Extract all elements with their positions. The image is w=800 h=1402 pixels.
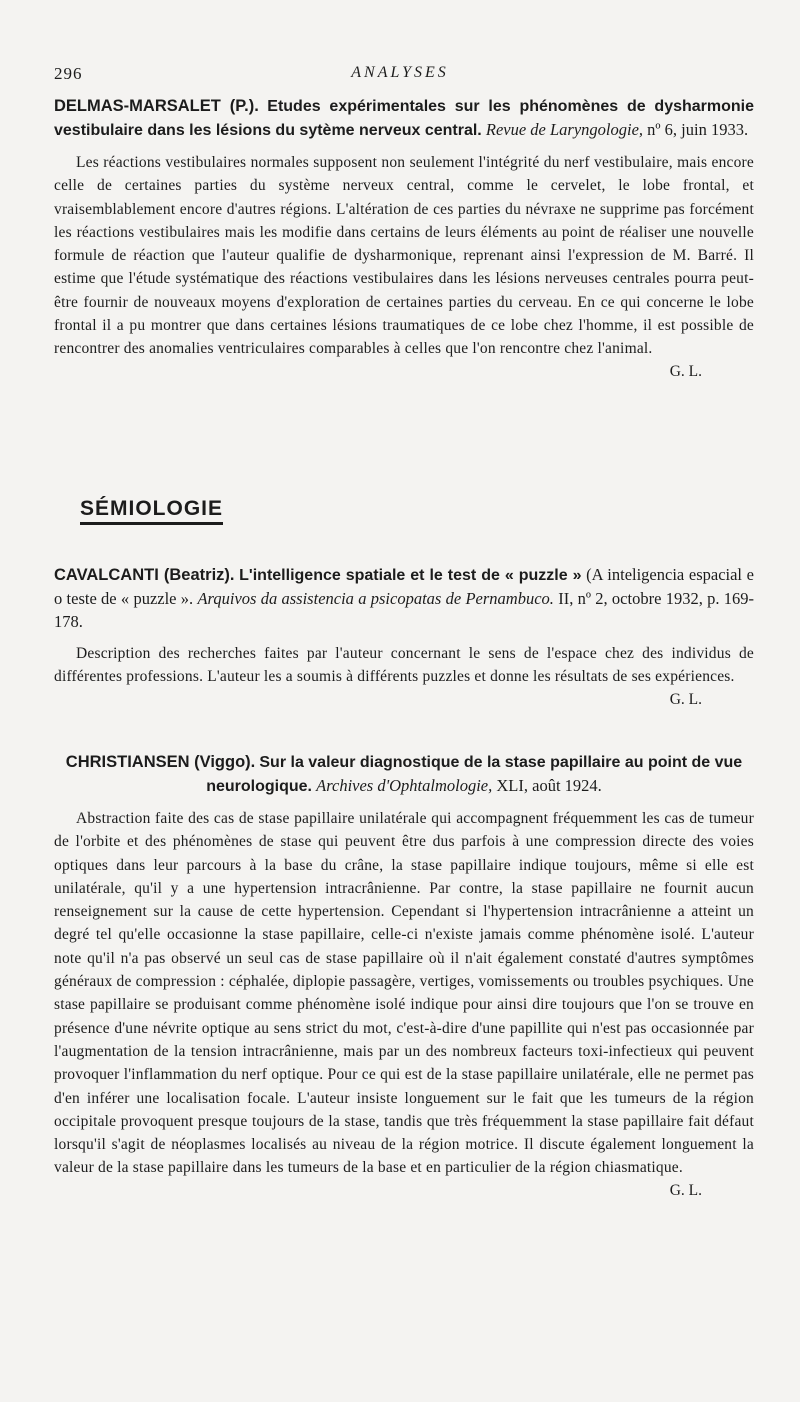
entry-author: DELMAS-MARSALET (P.). bbox=[54, 97, 259, 115]
entry-journal: Revue de Laryngologie, bbox=[485, 120, 644, 139]
entry-title: Sur la valeur diagnostique de la stase papillaire au point de vue neurologique. bbox=[206, 754, 743, 795]
entry-journal: Arquivos da assistencia a psicopatas de Pernambuco. bbox=[197, 589, 554, 608]
entry-signature: G. L. bbox=[669, 362, 702, 380]
review-entry bbox=[54, 94, 754, 383]
entry-author: CAVALCANTI (Beatriz). bbox=[54, 566, 235, 584]
entry-citation: II, nº 2, octobre 1932, p. 169-178. bbox=[54, 589, 755, 631]
review-entry bbox=[54, 750, 754, 1202]
entry-citation-original: (A inteligencia espacial e o teste de « puzzle ». bbox=[54, 565, 754, 608]
entry-heading bbox=[54, 563, 754, 633]
section-heading: SÉMIOLOGIE bbox=[80, 497, 223, 525]
page-header bbox=[54, 64, 746, 86]
entry-heading bbox=[54, 94, 754, 142]
entry-title: Etudes expérimentales sur les phénomènes de dysharmonie vestibulaire dans les lésions du sytème nerveux central. bbox=[54, 98, 754, 139]
entry-citation: XLI, août 1924. bbox=[496, 776, 602, 795]
entry-body: Abstraction faite des cas de stase papillaire unilatérale qui accompagnent fréquemment les cas de tumeur de l'orbite et des phénomènes de stase qui peuvent être dus parfois à une compression directe des voies optiques dans leur parcours à la base du crâne, la stase papillaire indique toujours, même si elle est unilatérale, qu'il y a une hypertension intracrânienne. Par contre, la stase papillaire ne fournit aucun renseignement sur la cause de cette hypertension. Cependant si l'hypertension intracrânienne a atteint un degré tel qu'elle occasionne la stase papillaire, celle-ci n'existe jamais comme phénomène isolé. L'auteur note qu'il n'a pas observé un seul cas de stase papillaire où il n'ait également constaté d'autres symptômes généraux de compression : céphalée, diplopie passagère, vertiges, vomissements ou troubles psychiques. Une stase papillaire se produisant comme phénomène isolé indique pour ainsi dire toujours que l'on se trouve en présence d'une névrite optique au sens strict du mot, c'est-à-dire d'une papillite qui n'est pas occasionnée par l'augmentation de la tension intracrânienne, mais par un des nombreux facteurs toxi-infectieux qui peuvent provoquer l'inflammation du nerf optique. Pour ce qui est de la stase papillaire unilatérale, elle ne permet pas d'en inférer une localisation focale. L'auteur insiste longuement sur le fait que les tumeurs de la région occipitale provoquent presque toujours de la stase, tandis que très fréquemment la stase papillaire fait défaut lorsqu'il s'agit de néoplasmes localisés au niveau de la région motrice. Il discute également longuement la valeur de la stase papillaire dans les tumeurs de la base et en particulier de la région chiasmatique. bbox=[54, 810, 754, 1177]
entry-signature: G. L. bbox=[669, 1181, 702, 1199]
entry-citation: nº 6, juin 1933. bbox=[647, 120, 749, 139]
entry-author: CHRISTIANSEN (Viggo). bbox=[65, 753, 256, 771]
entry-body: Description des recherches faites par l'auteur concernant le sens de l'espace chez des individus de différentes professions. L'auteur les a soumis à différents puzzles et donne les résultats de ses expériences. bbox=[54, 645, 754, 686]
entry-heading bbox=[54, 750, 754, 798]
review-entry bbox=[54, 563, 754, 711]
entry-body: Les réactions vestibulaires normales supposent non seulement l'intégrité du nerf vestibulaire, mais encore celle de certaines parties du système nerveux central, comme le cervelet, le lobe frontal, et vraisemblablement encore d'autres régions. L'altération de ces parties du névraxe ne supprime pas forcément les réactions vestibulaires mais les modifie dans certains de leurs éléments au point de réaliser une nouvelle formule de réaction que l'auteur qualifie de dysharmonique, reprenant ainsi l'expression de M. Barré. Il estime que l'étude systématique des réactions vestibulaires dans les lésions nerveuses centrales pourra peut-être fournir de nouveaux moyens d'exploration de certaines parties du cerveau. En ce qui concerne le lobe frontal il a pu montrer que dans certaines lésions traumatiques de ce lobe chez l'homme, il est possible de rencontrer des anomalies ventriculaires comparables à celles que l'on rencontre chez l'animal. bbox=[54, 154, 754, 358]
page-number: 296 bbox=[54, 64, 83, 83]
running-head: ANALYSES bbox=[351, 64, 449, 81]
entry-journal: Archives d'Ophtalmologie, bbox=[316, 776, 493, 795]
entry-signature: G. L. bbox=[669, 690, 702, 708]
entry-title: L'intelligence spatiale et le test de « puzzle » bbox=[239, 567, 582, 584]
